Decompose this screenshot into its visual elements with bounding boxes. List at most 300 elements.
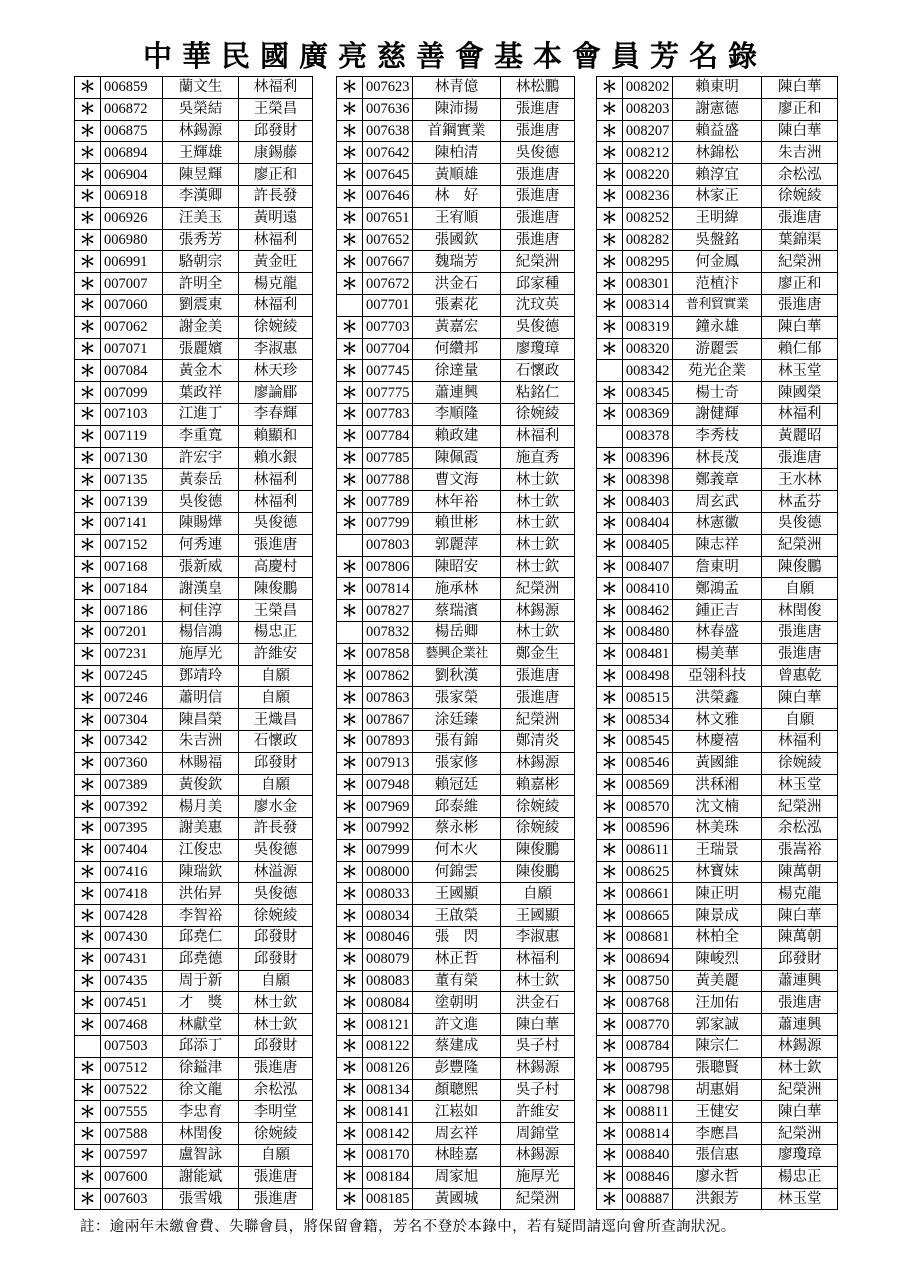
table-row xyxy=(337,905,575,927)
member-number: 008750 xyxy=(622,970,672,992)
member-number: 008661 xyxy=(622,883,672,905)
referrer-name: 林士欽 xyxy=(501,970,575,992)
referrer-name: 自願 xyxy=(239,774,313,796)
referrer-name: 陳萬朝 xyxy=(762,861,838,883)
member-mark: ＊ xyxy=(75,142,101,164)
table-row xyxy=(337,600,575,622)
member-name: 李重寬 xyxy=(163,425,239,447)
member-mark: ＊ xyxy=(337,142,363,164)
table-row xyxy=(597,447,838,469)
member-mark: ＊ xyxy=(75,665,101,687)
referrer-name: 張嵩裕 xyxy=(762,839,838,861)
member-number: 008887 xyxy=(622,1188,672,1210)
member-number: 008207 xyxy=(622,120,672,142)
referrer-name: 林錫源 xyxy=(762,1036,838,1058)
member-number: 007784 xyxy=(363,425,413,447)
member-name: 賴冠廷 xyxy=(413,774,501,796)
referrer-name: 自願 xyxy=(762,578,838,600)
member-number: 008811 xyxy=(622,1101,672,1123)
member-name: 周玄武 xyxy=(672,491,762,513)
member-mark: ＊ xyxy=(75,164,101,186)
member-name: 胡惠娟 xyxy=(672,1079,762,1101)
member-mark: ＊ xyxy=(337,469,363,491)
member-name: 林閏俊 xyxy=(163,1123,239,1145)
member-number: 008795 xyxy=(622,1057,672,1079)
referrer-name: 徐婉綾 xyxy=(501,818,575,840)
member-mark: ＊ xyxy=(597,1123,623,1145)
member-number: 008846 xyxy=(622,1166,672,1188)
member-number: 007597 xyxy=(101,1145,163,1167)
member-name: 張秀芳 xyxy=(163,229,239,251)
member-mark: ＊ xyxy=(75,251,101,273)
member-number: 007785 xyxy=(363,447,413,469)
page-title: 中華民國廣亮慈善會基本會員芳名錄 xyxy=(142,39,767,73)
referrer-name: 廖瓊璋 xyxy=(501,338,575,360)
table-row xyxy=(75,403,313,425)
member-number: 007135 xyxy=(101,469,163,491)
table-row xyxy=(597,251,838,273)
member-number: 008126 xyxy=(363,1057,413,1079)
member-number: 007139 xyxy=(101,491,163,513)
member-number: 007141 xyxy=(101,512,163,534)
member-number: 008405 xyxy=(622,534,672,556)
member-number: 008480 xyxy=(622,621,672,643)
member-name: 吳俊德 xyxy=(163,491,239,513)
member-name: 顏聰熙 xyxy=(413,1079,501,1101)
member-name: 林文雅 xyxy=(672,709,762,731)
referrer-name: 自願 xyxy=(501,883,575,905)
member-name: 王瑞景 xyxy=(672,839,762,861)
referrer-name: 余松泓 xyxy=(762,818,838,840)
table-row xyxy=(337,1123,575,1145)
referrer-name: 廖論郿 xyxy=(239,382,313,404)
table-row xyxy=(597,491,838,513)
member-name: 張聰賢 xyxy=(672,1057,762,1079)
member-number: 007832 xyxy=(363,621,413,643)
member-name: 葉政祥 xyxy=(163,382,239,404)
member-number: 008046 xyxy=(363,927,413,949)
table-row xyxy=(597,796,838,818)
member-number: 007186 xyxy=(101,600,163,622)
member-name: 林美珠 xyxy=(672,818,762,840)
referrer-name: 廖正和 xyxy=(762,273,838,295)
member-number: 007435 xyxy=(101,970,163,992)
table-row xyxy=(75,1166,313,1188)
member-number: 007652 xyxy=(363,229,413,251)
referrer-name: 林士欽 xyxy=(501,512,575,534)
table-row xyxy=(337,818,575,840)
table-row xyxy=(337,621,575,643)
member-name: 邱添丁 xyxy=(163,1036,239,1058)
member-name: 林憲徽 xyxy=(672,512,762,534)
referrer-name: 林福利 xyxy=(762,730,838,752)
referrer-name: 吳俊德 xyxy=(239,839,313,861)
table-row xyxy=(597,1145,838,1167)
member-name: 劉秋漢 xyxy=(413,665,501,687)
table-row xyxy=(337,687,575,709)
member-mark: ＊ xyxy=(337,818,363,840)
referrer-name: 林士欽 xyxy=(762,1057,838,1079)
member-name: 謝美惠 xyxy=(163,818,239,840)
member-name: 林青億 xyxy=(413,77,501,99)
referrer-name: 紀榮洲 xyxy=(501,578,575,600)
member-number: 008134 xyxy=(363,1079,413,1101)
member-name: 陳柏清 xyxy=(413,142,501,164)
member-name: 何金鳳 xyxy=(672,251,762,273)
member-number: 008202 xyxy=(622,77,672,99)
member-number: 007099 xyxy=(101,382,163,404)
member-mark: ＊ xyxy=(337,1145,363,1167)
referrer-name: 余松泓 xyxy=(762,164,838,186)
referrer-name: 許長發 xyxy=(239,185,313,207)
table-row xyxy=(337,491,575,513)
table-row xyxy=(597,207,838,229)
table-row xyxy=(597,185,838,207)
member-table-col-3 xyxy=(596,76,838,1210)
member-table-col-1 xyxy=(74,76,313,1210)
member-mark: ＊ xyxy=(337,839,363,861)
member-number: 008784 xyxy=(622,1036,672,1058)
member-mark: ＊ xyxy=(75,621,101,643)
member-number: 007304 xyxy=(101,709,163,731)
table-row xyxy=(597,316,838,338)
member-name: 林年裕 xyxy=(413,491,501,513)
member-name: 賴淳宜 xyxy=(672,164,762,186)
member-name: 王明緯 xyxy=(672,207,762,229)
member-name: 吳榮結 xyxy=(163,98,239,120)
referrer-name: 自願 xyxy=(239,1145,313,1167)
member-number: 007969 xyxy=(363,796,413,818)
referrer-name: 楊忠正 xyxy=(239,621,313,643)
member-number: 007418 xyxy=(101,883,163,905)
table-row xyxy=(75,382,313,404)
member-name: 何木火 xyxy=(413,839,501,861)
member-mark: ＊ xyxy=(597,1036,623,1058)
member-mark: ＊ xyxy=(597,469,623,491)
member-name: 謝憲德 xyxy=(672,98,762,120)
member-mark: ＊ xyxy=(75,294,101,316)
member-name: 楊信鴻 xyxy=(163,621,239,643)
member-mark: ＊ xyxy=(75,600,101,622)
referrer-name: 賴嘉彬 xyxy=(501,774,575,796)
member-name: 王啟榮 xyxy=(413,905,501,927)
referrer-name: 張進唐 xyxy=(239,1188,313,1210)
member-mark: ＊ xyxy=(75,752,101,774)
member-name: 廖永哲 xyxy=(672,1166,762,1188)
member-mark: ＊ xyxy=(75,98,101,120)
member-mark: ＊ xyxy=(597,687,623,709)
member-mark: ＊ xyxy=(337,578,363,600)
table-row xyxy=(597,425,838,447)
table-row xyxy=(597,774,838,796)
table-row xyxy=(337,273,575,295)
member-number: 008220 xyxy=(622,164,672,186)
member-name: 徐文龍 xyxy=(163,1079,239,1101)
member-name: 蕭連興 xyxy=(413,382,501,404)
member-mark: ＊ xyxy=(337,403,363,425)
member-number: 007862 xyxy=(363,665,413,687)
member-number: 008320 xyxy=(622,338,672,360)
member-number: 007704 xyxy=(363,338,413,360)
member-number: 008569 xyxy=(622,774,672,796)
table-row xyxy=(337,839,575,861)
member-mark: ＊ xyxy=(75,643,101,665)
referrer-name: 石懷政 xyxy=(501,360,575,382)
member-number: 007503 xyxy=(101,1036,163,1058)
referrer-name: 石懷政 xyxy=(239,730,313,752)
member-name: 林錫源 xyxy=(163,120,239,142)
member-name: 李漢卿 xyxy=(163,185,239,207)
member-mark: ＊ xyxy=(597,1145,623,1167)
member-mark: ＊ xyxy=(597,185,623,207)
member-mark: ＊ xyxy=(75,709,101,731)
member-mark: ＊ xyxy=(75,1079,101,1101)
member-mark: ＊ xyxy=(597,98,623,120)
referrer-name: 許維安 xyxy=(239,643,313,665)
table-row xyxy=(337,730,575,752)
member-mark: ＊ xyxy=(597,709,623,731)
member-mark: ＊ xyxy=(337,207,363,229)
referrer-name: 自願 xyxy=(239,970,313,992)
member-name: 張 閃 xyxy=(413,927,501,949)
table-row xyxy=(337,207,575,229)
member-name: 謝金美 xyxy=(163,316,239,338)
member-name: 彭豐隆 xyxy=(413,1057,501,1079)
member-number: 007430 xyxy=(101,927,163,949)
referrer-name: 賴水銀 xyxy=(239,447,313,469)
referrer-name: 徐婉綾 xyxy=(239,1123,313,1145)
table-row xyxy=(75,98,313,120)
member-mark xyxy=(337,294,363,316)
referrer-name: 吳俊德 xyxy=(239,883,313,905)
member-number: 008142 xyxy=(363,1123,413,1145)
member-name: 林柏全 xyxy=(672,927,762,949)
referrer-name: 徐婉綾 xyxy=(762,752,838,774)
member-name: 林寶妹 xyxy=(672,861,762,883)
member-name: 賴政建 xyxy=(413,425,501,447)
member-number: 006918 xyxy=(101,185,163,207)
member-name: 苑光企業 xyxy=(672,360,762,382)
table-row xyxy=(75,469,313,491)
member-number: 007788 xyxy=(363,469,413,491)
member-mark: ＊ xyxy=(597,948,623,970)
member-name: 鄧靖玲 xyxy=(163,665,239,687)
member-mark: ＊ xyxy=(597,774,623,796)
member-mark: ＊ xyxy=(75,273,101,295)
member-name: 陳宗仁 xyxy=(672,1036,762,1058)
member-number: 008079 xyxy=(363,948,413,970)
table-row xyxy=(597,1101,838,1123)
member-number: 007636 xyxy=(363,98,413,120)
member-mark: ＊ xyxy=(597,77,623,99)
member-name: 汪美玉 xyxy=(163,207,239,229)
member-mark: ＊ xyxy=(337,774,363,796)
member-number: 008665 xyxy=(622,905,672,927)
member-name: 蔡瑞濱 xyxy=(413,600,501,622)
referrer-name: 徐婉綾 xyxy=(501,796,575,818)
table-row xyxy=(597,1188,838,1210)
referrer-name: 陳白華 xyxy=(762,77,838,99)
referrer-name: 邱發財 xyxy=(239,948,313,970)
member-mark: ＊ xyxy=(597,294,623,316)
member-number: 006980 xyxy=(101,229,163,251)
member-name: 蘭文生 xyxy=(163,77,239,99)
member-number: 008301 xyxy=(622,273,672,295)
referrer-name: 林錫源 xyxy=(501,600,575,622)
member-name: 楊月美 xyxy=(163,796,239,818)
member-mark: ＊ xyxy=(597,992,623,1014)
member-number: 008396 xyxy=(622,447,672,469)
table-row xyxy=(75,600,313,622)
member-name: 賴世彬 xyxy=(413,512,501,534)
member-mark: ＊ xyxy=(597,730,623,752)
member-name: 詹東明 xyxy=(672,556,762,578)
member-number: 007651 xyxy=(363,207,413,229)
member-number: 007642 xyxy=(363,142,413,164)
table-row xyxy=(337,1145,575,1167)
member-name: 張信惠 xyxy=(672,1145,762,1167)
member-number: 008121 xyxy=(363,1014,413,1036)
table-row xyxy=(337,927,575,949)
table-row xyxy=(75,665,313,687)
table-row xyxy=(597,752,838,774)
table-row xyxy=(75,861,313,883)
member-mark xyxy=(75,1036,101,1058)
referrer-name: 楊忠正 xyxy=(762,1166,838,1188)
table-row xyxy=(75,970,313,992)
table-row xyxy=(75,316,313,338)
table-row xyxy=(597,578,838,600)
member-name: 黃俊欽 xyxy=(163,774,239,796)
member-mark: ＊ xyxy=(597,643,623,665)
referrer-name: 徐婉綾 xyxy=(239,316,313,338)
table-row xyxy=(75,839,313,861)
referrer-name: 林松鵬 xyxy=(501,77,575,99)
member-name: 林慶禧 xyxy=(672,730,762,752)
referrer-name: 陳白華 xyxy=(762,687,838,709)
referrer-name: 陳俊鵬 xyxy=(501,861,575,883)
member-number: 007827 xyxy=(363,600,413,622)
member-number: 007522 xyxy=(101,1079,163,1101)
table-row xyxy=(75,164,313,186)
table-row xyxy=(75,360,313,382)
member-mark: ＊ xyxy=(337,185,363,207)
member-name: 徐鎰津 xyxy=(163,1057,239,1079)
referrer-name: 施厚光 xyxy=(501,1166,575,1188)
member-name: 楊士奇 xyxy=(672,382,762,404)
member-mark: ＊ xyxy=(597,665,623,687)
table-row xyxy=(597,1057,838,1079)
member-mark: ＊ xyxy=(75,403,101,425)
referrer-name: 林福利 xyxy=(239,77,313,99)
member-number: 007451 xyxy=(101,992,163,1014)
member-number: 008252 xyxy=(622,207,672,229)
member-number: 007168 xyxy=(101,556,163,578)
referrer-name: 張進唐 xyxy=(501,207,575,229)
member-name: 劉震東 xyxy=(163,294,239,316)
member-mark: ＊ xyxy=(75,229,101,251)
member-name: 王輝雄 xyxy=(163,142,239,164)
referrer-name: 賴顯和 xyxy=(239,425,313,447)
referrer-name: 施直秀 xyxy=(501,447,575,469)
member-mark: ＊ xyxy=(597,447,623,469)
member-name: 何秀連 xyxy=(163,534,239,556)
member-name: 陳昌榮 xyxy=(163,709,239,731)
table-row xyxy=(597,164,838,186)
member-name: 張雪娥 xyxy=(163,1188,239,1210)
table-row xyxy=(337,556,575,578)
table-row xyxy=(337,403,575,425)
referrer-name: 陳俊鵬 xyxy=(762,556,838,578)
member-name: 柯佳淳 xyxy=(163,600,239,622)
table-row xyxy=(75,294,313,316)
referrer-name: 沈玟英 xyxy=(501,294,575,316)
member-number: 007992 xyxy=(363,818,413,840)
table-row xyxy=(337,512,575,534)
member-number: 007342 xyxy=(101,730,163,752)
member-name: 陳佩霞 xyxy=(413,447,501,469)
member-mark: ＊ xyxy=(337,992,363,1014)
member-name: 周于新 xyxy=(163,970,239,992)
table-row xyxy=(337,752,575,774)
member-name: 蔡永彬 xyxy=(413,818,501,840)
referrer-name: 邱發財 xyxy=(239,927,313,949)
referrer-name: 粘銘仁 xyxy=(501,382,575,404)
member-mark: ＊ xyxy=(75,425,101,447)
table-row xyxy=(75,927,313,949)
table-row xyxy=(597,556,838,578)
member-name: 藝興企業社 xyxy=(413,643,501,665)
table-row xyxy=(597,839,838,861)
member-number: 007775 xyxy=(363,382,413,404)
table-row xyxy=(337,382,575,404)
member-mark xyxy=(597,360,623,382)
member-name: 黃泰岳 xyxy=(163,469,239,491)
member-mark xyxy=(337,621,363,643)
referrer-name: 朱吉洲 xyxy=(762,142,838,164)
table-row xyxy=(597,600,838,622)
member-name: 許文進 xyxy=(413,1014,501,1036)
member-number: 007152 xyxy=(101,534,163,556)
referrer-name: 張進唐 xyxy=(239,534,313,556)
member-mark: ＊ xyxy=(75,185,101,207)
member-mark: ＊ xyxy=(75,970,101,992)
member-name: 曹文海 xyxy=(413,469,501,491)
table-row xyxy=(337,98,575,120)
table-row xyxy=(75,512,313,534)
member-number: 007638 xyxy=(363,120,413,142)
member-name: 蕭明信 xyxy=(163,687,239,709)
table-row xyxy=(597,861,838,883)
table-row xyxy=(75,142,313,164)
table-row xyxy=(337,883,575,905)
member-mark: ＊ xyxy=(597,1166,623,1188)
member-mark: ＊ xyxy=(337,77,363,99)
member-number: 008768 xyxy=(622,992,672,1014)
table-row xyxy=(597,948,838,970)
member-number: 008481 xyxy=(622,643,672,665)
member-name: 陳景成 xyxy=(672,905,762,927)
member-name: 蔡建成 xyxy=(413,1036,501,1058)
table-row xyxy=(597,403,838,425)
member-name: 賴東明 xyxy=(672,77,762,99)
member-number: 008681 xyxy=(622,927,672,949)
member-number: 007416 xyxy=(101,861,163,883)
member-name: 吳盤銘 xyxy=(672,229,762,251)
table-row xyxy=(597,142,838,164)
table-row xyxy=(597,905,838,927)
member-mark: ＊ xyxy=(75,1014,101,1036)
